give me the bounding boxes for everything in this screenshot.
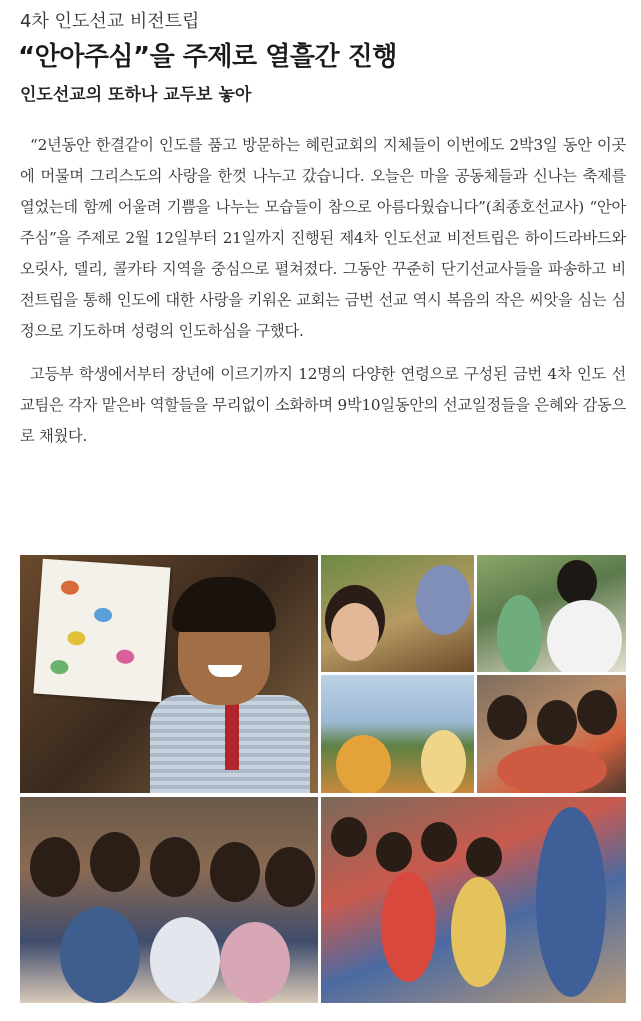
photo-children-crowd — [321, 797, 626, 1003]
photo-children-group — [477, 675, 626, 793]
photo-men-talking — [477, 555, 626, 672]
article-subhead: 인도선교의 또하나 교두보 놓아 — [20, 85, 252, 105]
photo-woman-greeting — [321, 555, 474, 672]
article-body — [20, 130, 626, 464]
red-tie — [225, 700, 239, 770]
article-headline: “안아주심”을 주제로 열흘간 진행 — [18, 42, 397, 72]
drawing-paper — [33, 559, 170, 703]
article-paragraph-1: “2년동안 한결같이 인도를 품고 방문하는 혜린교회의 지체들이 이번에도 2박3일 동안 이곳에 머물며 그리스도의 사랑을 한껏 나누고 갔습니다. 오늘은 마을 공동체들과 신나는 축제를 열었는데 함께 어울려 기쁨을 나누는 모습들이 참으로 아름다웠습니다”(최종호선교사) “안아주심”을 주제로 2월 12일부터 21일까지 진행된 제4차 인도선교 비전트립은 하이드라바드와 오릿사, 델리, 콜카타 지역을 중심으로 펼쳐졌다. 그동안 꾸준히 단기선교사들을 파송하고 비전트립을 통해 인도에 대한 사랑을 키워온 교회는 금번 선교 역시 복음의 작은 씨앗을 심는 심정으로 기도하며 성령의 인도하심을 구했다. — [20, 136, 626, 340]
photo-team-group — [20, 797, 318, 1003]
article-paragraph-2: 고등부 학생에서부터 장년에 이르기까지 12명의 다양한 연령으로 구성된 금번 4차 인도 선교팀은 각자 맡은바 역할들을 무리없이 소화하며 9박10일동안의 선교일정들을 은혜와 감동으로 채웠다. — [20, 365, 626, 445]
article-kicker: 4차 인도선교 비전트립 — [20, 11, 200, 32]
photo-boy-with-drawing — [20, 555, 318, 793]
boy-hair — [172, 577, 276, 632]
photo-outdoor-celebration — [321, 675, 474, 793]
